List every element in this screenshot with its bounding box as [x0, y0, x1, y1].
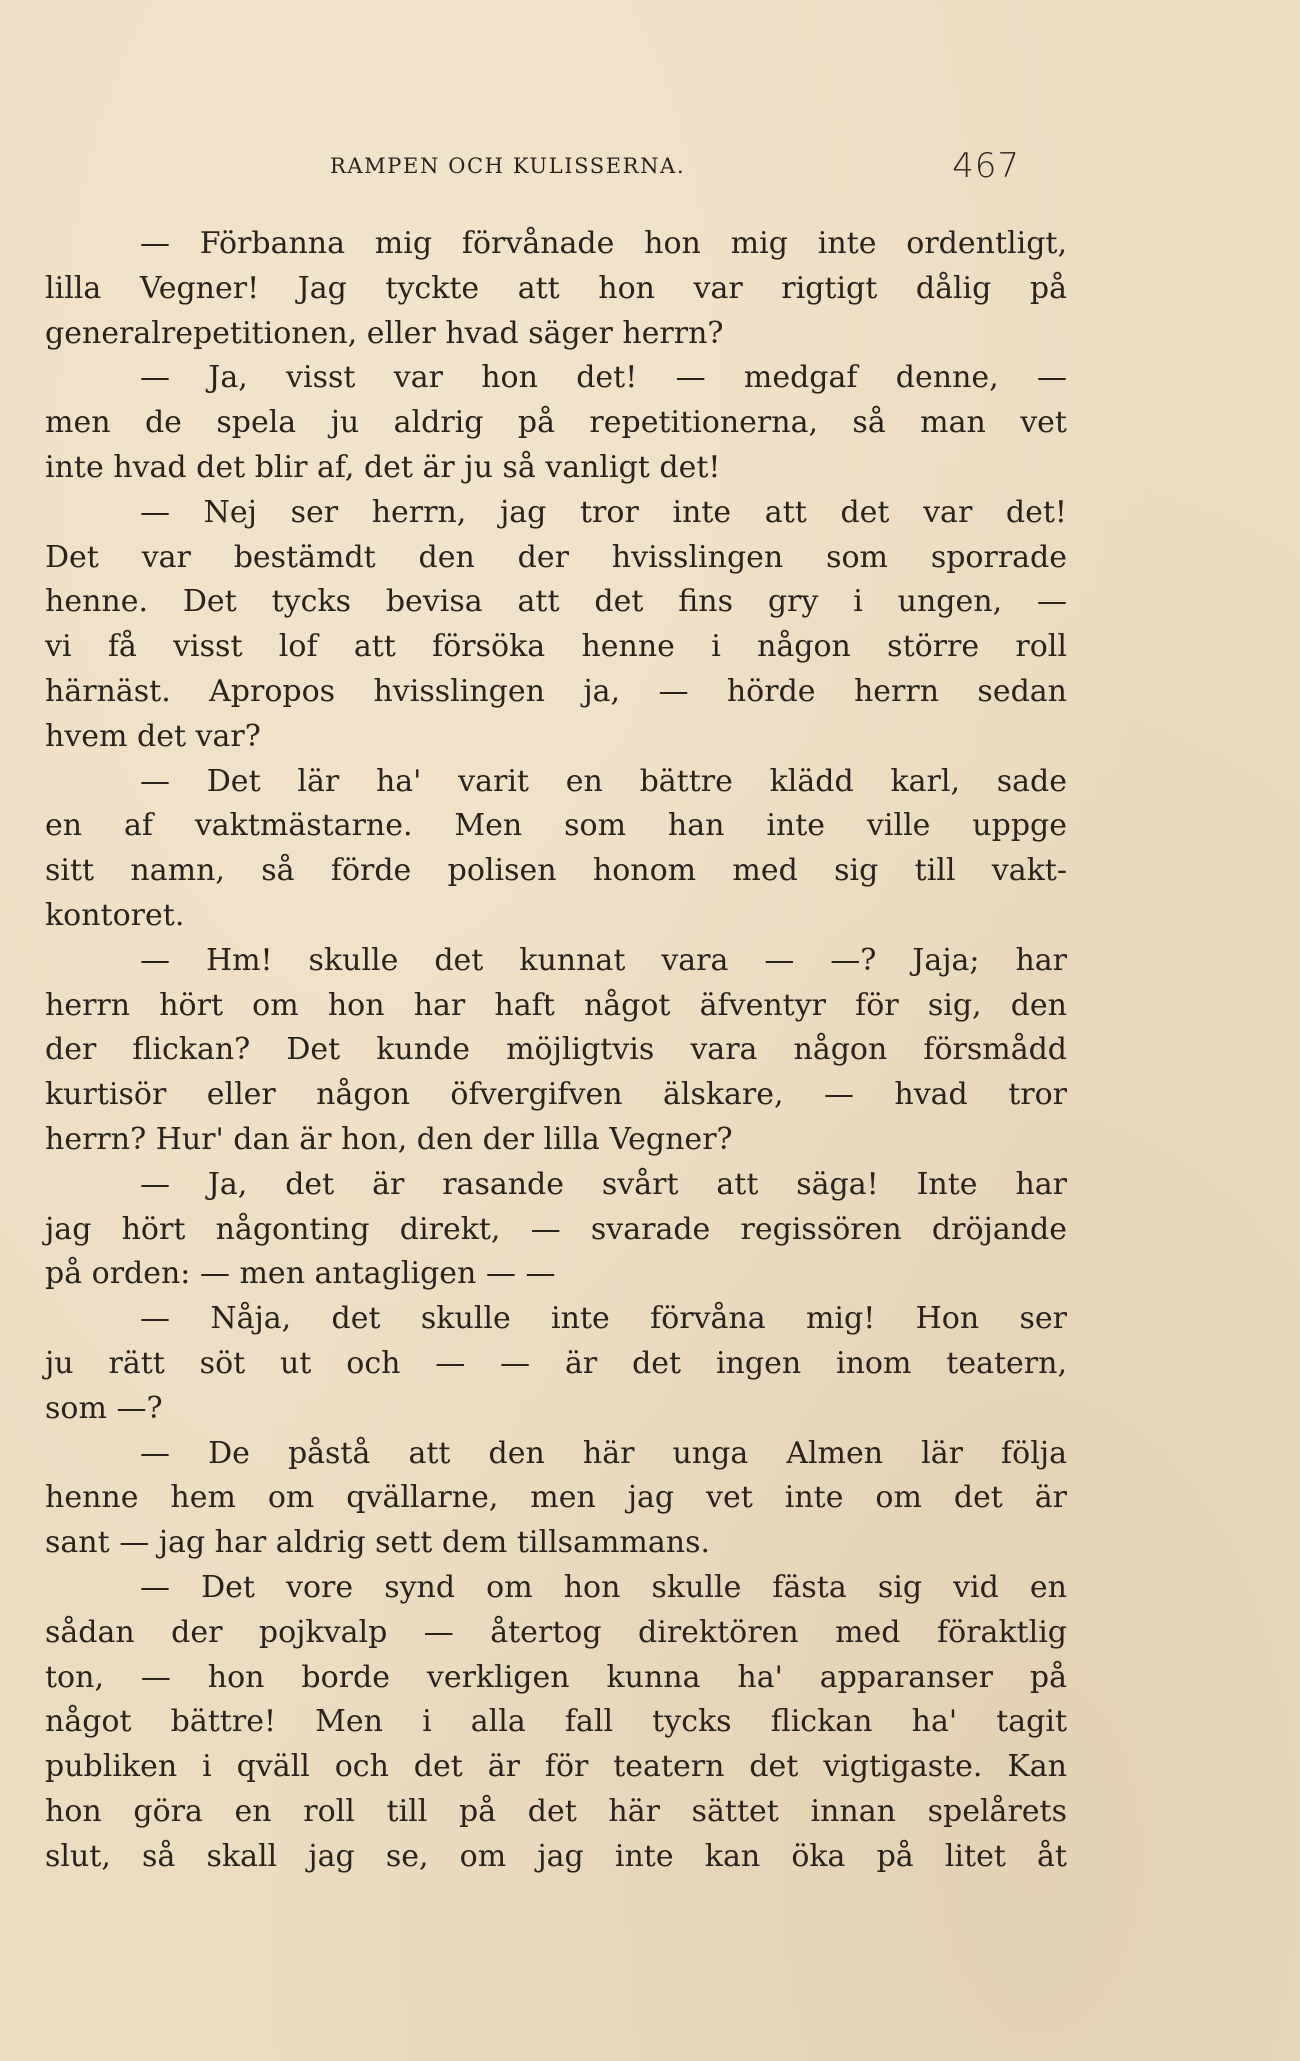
text-line: ju rätt söt ut och — — är det ingen inom teatern,	[45, 1345, 1067, 1381]
text-line: hon göra en roll till på det här sättet innan spelårets	[45, 1793, 1067, 1829]
text-line: — Förbanna mig förvånade hon mig inte ordentligt,	[140, 226, 1067, 261]
text-line: Det var bestämdt den der hvisslingen som sporrade	[45, 539, 1067, 575]
text-line: sådan der pojkvalp — återtog direktören med föraktlig	[45, 1614, 1067, 1650]
text-line: hvem det var?	[45, 718, 261, 754]
text-line: härnäst. Apropos hvisslingen ja, — hörde herrn sedan	[45, 673, 1067, 709]
text-line: jag hört någonting direkt, — svarade regissören dröjande	[45, 1211, 1067, 1247]
text-line: publiken i qväll och det är för teatern det vigtigaste. Kan	[45, 1749, 1067, 1785]
text-line: på orden: — men antagligen — —	[45, 1256, 556, 1292]
text-line: henne. Det tycks bevisa att det fins gry i ungen, —	[45, 584, 1067, 620]
text-line: — Nej ser herrn, jag tror inte att det var det!	[140, 494, 1067, 530]
text-line: — Hm! skulle det kunnat vara — —? Jaja; har	[140, 942, 1067, 978]
running-title: RAMPEN OCH KULISSERNA.	[330, 154, 686, 178]
text-line: men de spela ju aldrig på repetitionerna, så man vet	[45, 405, 1067, 441]
text-line: henne hem om qvällarne, men jag vet inte om det är	[45, 1480, 1067, 1516]
text-line: — Det vore synd om hon skulle fästa sig vid en	[140, 1569, 1067, 1605]
text-line: kurtisör eller någon öfvergifven älskare, — hvad tror	[45, 1077, 1067, 1113]
page-number: 467	[952, 146, 1020, 186]
body-text	[45, 222, 1067, 1879]
text-line: — Ja, visst var hon det! — medgaf denne, —	[140, 360, 1067, 396]
text-line: en af vaktmästarne. Men som han inte ville uppge	[45, 808, 1067, 844]
page-header	[330, 146, 1020, 192]
text-line: lilla Vegner! Jag tyckte att hon var rigtigt dålig på	[45, 270, 1067, 306]
text-line: generalrepetitionen, eller hvad säger herrn?	[45, 315, 724, 351]
text-line: som —?	[45, 1390, 163, 1426]
text-line: — Nåja, det skulle inte förvåna mig! Hon ser	[140, 1301, 1067, 1337]
text-line: sant — jag har aldrig sett dem tillsammans.	[45, 1525, 710, 1561]
text-line: herrn hört om hon har haft något äfventyr för sig, den	[45, 987, 1067, 1023]
text-line: kontoret.	[45, 897, 185, 933]
text-line: sitt namn, så förde polisen honom med sig till vakt-	[45, 853, 1067, 889]
text-line: ton, — hon borde verkligen kunna ha' apparanser på	[45, 1659, 1067, 1695]
text-line: inte hvad det blir af, det är ju så vanligt det!	[45, 449, 721, 485]
text-line: vi få visst lof att försöka henne i någon större roll	[45, 629, 1067, 665]
text-line: herrn? Hur' dan är hon, den der lilla Vegner?	[45, 1121, 733, 1157]
text-line: — Ja, det är rasande svårt att säga! Inte har	[140, 1166, 1067, 1202]
text-line: slut, så skall jag se, om jag inte kan öka på litet åt	[45, 1838, 1067, 1874]
text-line: något bättre! Men i alla fall tycks flickan ha' tagit	[45, 1704, 1067, 1740]
text-line: — Det lär ha' varit en bättre klädd karl, sade	[140, 763, 1067, 799]
text-line: der flickan? Det kunde möjligtvis vara någon försmådd	[45, 1032, 1067, 1068]
text-line: — De påstå att den här unga Almen lär följa	[140, 1435, 1067, 1471]
